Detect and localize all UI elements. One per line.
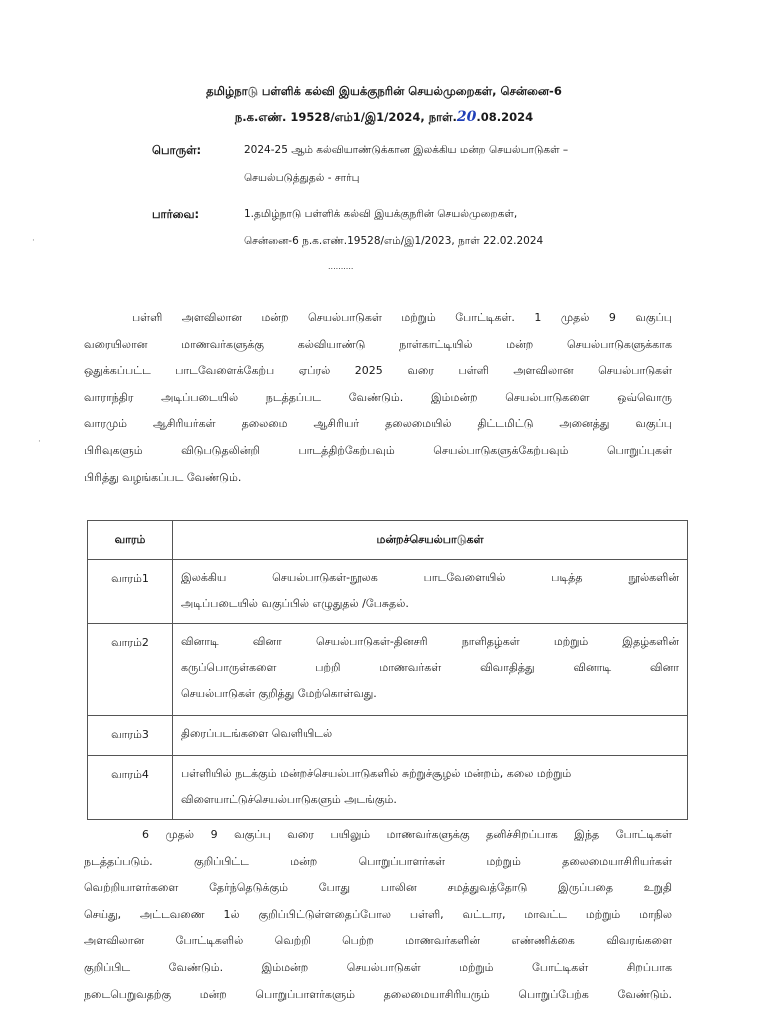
paragraph-line: பிரிவுகளும் விடுபடுதலின்றி பாடத்திற்கேற்பவும் செயல்பாடுகளுக்கேற்பவும் பொறுப்புகள் <box>84 443 672 457</box>
scan-speck: · <box>38 437 41 447</box>
table-header-activities: மன்றச்செயல்பாடுகள் <box>173 521 688 560</box>
paragraph-line: ஒதுக்கப்பட்ட பாடவேளைக்கேற்ப ஏப்ரல் 2025 வரை பள்ளி அளவிலான செயல்பாடுகள் <box>84 364 672 378</box>
reference-label: பார்வை: <box>152 207 200 221</box>
separator-dots: .......... <box>328 262 354 271</box>
activity-line: விளையாட்டுச்செயல்பாடுகளும் அடங்கும். <box>181 793 397 806</box>
activity-line: இலக்கிய செயல்பாடுகள்-நூலக பாடவேளையில் படித்த நூல்களின் <box>181 571 679 584</box>
week-cell: வாரம்4 <box>88 756 173 820</box>
paragraph-line: வாராந்திர அடிப்படையில் நடத்தப்பட வேண்டும். இம்மன்ற செயல்பாடுகளை ஒவ்வொரு <box>84 390 672 404</box>
activity-line: வினாடி வினா செயல்பாடுகள்-தினசரி நாளிதழ்கள் மற்றும் இதழ்களின் <box>181 635 679 648</box>
table-row <box>88 624 688 716</box>
activity-cell <box>173 624 688 716</box>
paragraph-line: பள்ளி அளவிலான மன்ற செயல்பாடுகள் மற்றும் போட்டிகள். 1 முதல் 9 வகுப்பு <box>132 311 672 324</box>
paragraph-school-activities <box>84 305 672 491</box>
paragraph-line: செய்து, அட்டவணை 1ல் குறிப்பிட்டுள்ளதைப்போல பள்ளி, வட்டார, மாவட்ட மற்றும் மாநில <box>84 907 672 921</box>
subject-line: 2024-25 ஆம் கல்வியாண்டுக்கான இலக்கிய மன்ற செயல்பாடுகள் – <box>244 144 569 156</box>
scan-speck: · <box>32 236 35 246</box>
table-header-week: வாரம் <box>88 521 173 560</box>
paragraph-line: நடத்தப்படும். குறிப்பிட்ட மன்ற பொறுப்பாளர்கள் மற்றும் தலைமையாசிரியர்கள் <box>84 854 672 868</box>
week-cell: வாரம்3 <box>88 716 173 756</box>
reference-number-line <box>0 109 768 126</box>
paragraph-line: வரையிலான மாணவர்களுக்கு கல்வியாண்டு நாள்காட்டியில் மன்ற செயல்பாடுகளுக்காக <box>84 337 672 351</box>
activity-line: செயல்பாடுகள் குறித்து மேற்கொள்வது. <box>181 687 377 700</box>
subject-line: செயல்படுத்துதல் - சார்பு <box>244 172 360 184</box>
weekly-activities-table <box>87 520 688 820</box>
activity-cell <box>173 756 688 820</box>
activity-cell <box>173 716 688 756</box>
week-cell: வாரம்1 <box>88 560 173 624</box>
paragraph-line: குறிப்பிட வேண்டும். இம்மன்ற செயல்பாடுகள் மற்றும் போட்டிகள் சிறப்பாக <box>84 960 672 974</box>
subject-label: பொருள்: <box>152 143 202 157</box>
paragraph-competitions <box>84 822 672 1008</box>
paragraph-line: அளவிலான போட்டிகளில் வெற்றி பெற்ற மாணவர்களின் எண்ணிக்கை விவரங்களை <box>84 934 672 948</box>
handwritten-date-day: 20 <box>456 109 477 125</box>
paragraph-line: வெற்றியாளர்களை தேர்ந்தெடுக்கும் போது பாலின சமத்துவத்தோடு இருப்பதை உறுதி <box>84 881 672 895</box>
activity-line: அடிப்படையில் வகுப்பில் எழுதுதல் /பேசுதல். <box>181 597 409 610</box>
reference-number: ந.க.எண். 19528/எம்1/இ1/2024, நாள். <box>234 110 457 124</box>
week-cell: வாரம்2 <box>88 624 173 716</box>
table-header-row <box>88 521 688 560</box>
activity-line: பள்ளியில் நடக்கும் மன்றச்செயல்பாடுகளில் சுற்றுச்சூழல் மன்றம், கலை மற்றும் <box>181 767 572 780</box>
paragraph-line: நடைபெறுவதற்கு மன்ற பொறுப்பாளர்களும் தலைமையாசிரியரும் பொறுப்பேற்க வேண்டும். <box>84 987 672 1001</box>
table-row <box>88 716 688 756</box>
table-row <box>88 560 688 624</box>
activity-line: திரைப்படங்களை வெளியிடல் <box>181 727 333 740</box>
activity-cell <box>173 560 688 624</box>
office-title: தமிழ்நாடு பள்ளிக் கல்வி இயக்குநரின் செயல்முறைகள், சென்னை-6 <box>206 84 562 98</box>
reference-date-suffix: .08.2024 <box>476 110 534 124</box>
activity-line: கருப்பொருள்களை பற்றி மாணவர்கள் விவாதித்து வினாடி வினா <box>181 661 679 674</box>
table-row <box>88 756 688 820</box>
paragraph-line: வாரமும் ஆசிரியர்கள் தலைமை ஆசிரியர் தலைமையில் திட்டமிட்டு அனைத்து வகுப்பு <box>84 417 672 431</box>
paragraph-line: பிரித்து வழங்கப்பட வேண்டும். <box>84 470 242 484</box>
reference-line: 1.தமிழ்நாடு பள்ளிக் கல்வி இயக்குநரின் செயல்முறைகள், <box>244 208 518 220</box>
reference-line: சென்னை-6 ந.க.எண்.19528/எம்/இ1/2023, நாள் 22.02.2024 <box>244 235 544 247</box>
paragraph-line: 6 முதல் 9 வகுப்பு வரை பயிலும் மாணவர்களுக்கு தனிச்சிறப்பாக இந்த போட்டிகள் <box>142 828 672 841</box>
